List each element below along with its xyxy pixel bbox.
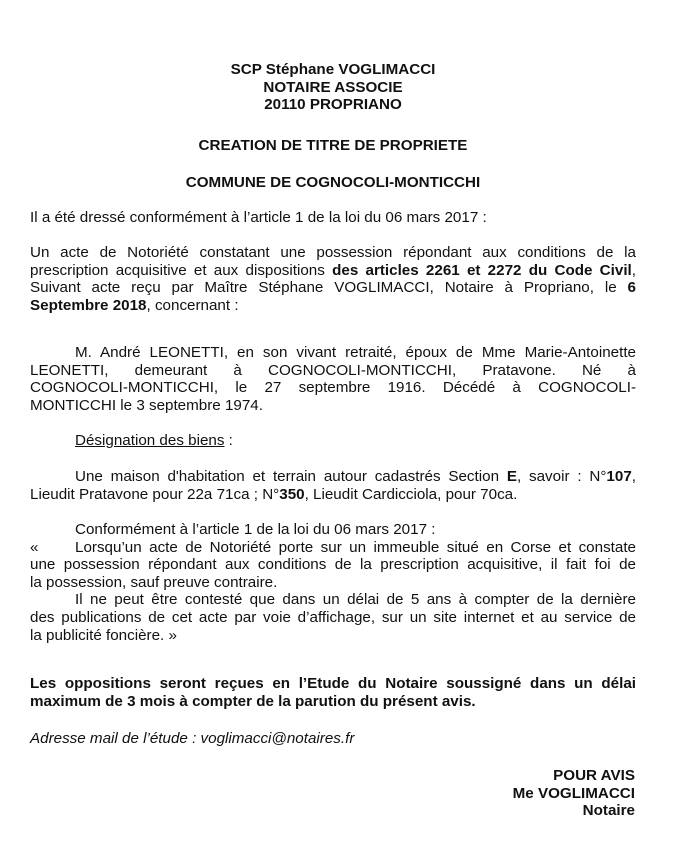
signature-block <box>513 767 635 820</box>
designation-colon: : <box>224 432 233 449</box>
acte-line-4 <box>30 297 636 315</box>
law-citation <box>30 521 636 644</box>
acte-text: , <box>631 261 636 279</box>
designation-title: Désignation des biens <box>75 432 225 449</box>
open-quote: « <box>30 538 39 556</box>
citation-line-6: la publicité foncière. » <box>30 626 177 644</box>
document-title: CREATION DE TITRE DE PROPRIETE <box>198 137 468 154</box>
person-line-1 <box>30 344 636 362</box>
cadastral-section: E <box>506 468 517 485</box>
designation-line-2 <box>30 486 636 504</box>
person-line-3: COGNOCOLI-MONTICCHI, le 27 septembre 1916. Décédé à COGNOCOLI- <box>30 379 636 397</box>
person-line-4: MONTICCHI le 3 septembre 1974. <box>30 396 263 414</box>
citation-text: Il ne peut être contesté que dans un délai de 5 ans à compter de la dernière <box>75 591 636 609</box>
citation-line-4 <box>30 591 636 609</box>
code-civil-reference: des articles 2261 et 2272 du Code Civil <box>332 261 632 279</box>
citation-intro <box>30 521 636 539</box>
designation-text: , <box>631 468 636 485</box>
person-line-2: LEONETTI, demeurant à COGNOCOLI-MONTICCHI, Pratavone. Né à <box>30 361 636 379</box>
citation-intro-text: Conformément à l’article 1 de la loi du 06 mars 2017 : <box>75 521 436 538</box>
citation-line-1 <box>30 539 636 557</box>
email-line <box>30 730 636 748</box>
designation-line-1 <box>30 468 636 486</box>
email-address[interactable]: voglimacci@notaires.fr <box>200 730 355 747</box>
designation-paragraph <box>30 468 636 503</box>
person-paragraph <box>30 344 636 414</box>
parcel-number-107: 107 <box>606 468 632 485</box>
parcel-number-350: 350 <box>279 485 305 503</box>
designation-text: , savoir : N° <box>516 468 607 485</box>
acte-text: prescription acquisitive et aux dispositions <box>30 261 333 279</box>
designation-heading <box>30 432 636 450</box>
acte-text: Suivant acte reçu par Maître Stéphane VOGLIMACCI, Notaire à Propriano, le <box>30 279 628 297</box>
notary-address: 20110 PROPRIANO <box>264 96 402 114</box>
oppositions-notice <box>30 675 636 710</box>
citation-line-5: des publications de cet acte par voie d’affichage, sur un site internet et au service de <box>30 608 636 626</box>
oppositions-line-1: Les oppositions seront reçues en l’Etude du Notaire soussigné dans un délai <box>30 675 636 692</box>
notary-header <box>30 61 636 114</box>
intro-paragraph: Il a été dressé conformément à l’article 1 de la loi du 06 mars 2017 : <box>30 209 487 226</box>
signature-title: Notaire <box>582 802 635 820</box>
acte-text: , concernant : <box>146 296 239 314</box>
acte-date-day: 6 <box>627 279 636 297</box>
acte-line-2 <box>30 262 636 280</box>
citation-line-3: la possession, sauf preuve contraire. <box>30 573 278 591</box>
notary-firm: SCP Stéphane VOGLIMACCI <box>230 61 436 78</box>
signature-name: Me VOGLIMACCI <box>512 784 635 802</box>
citation-line-2: une possession répondant aux conditions de la prescription acquisitive, il fait foi de <box>30 556 636 574</box>
citation-text: Lorsqu’un acte de Notoriété porte sur un immeuble situé en Corse et constate <box>75 538 636 556</box>
signature-pour-avis: POUR AVIS <box>553 767 635 784</box>
acte-paragraph <box>30 244 636 314</box>
designation-text: Une maison d'habitation et terrain autour cadastrés Section <box>75 468 507 485</box>
acte-date-month-year: Septembre 2018 <box>30 296 147 314</box>
commune-heading: COMMUNE DE COGNOCOLI-MONTICCHI <box>185 174 481 191</box>
designation-text: Lieudit Pratavone pour 22a 71ca ; N° <box>30 485 280 503</box>
acte-line-3 <box>30 279 636 297</box>
designation-text: , Lieudit Cardicciola, pour 70ca. <box>304 485 518 503</box>
person-text: M. André LEONETTI, en son vivant retraité, époux de Mme Marie-Antoinette <box>75 344 636 361</box>
oppositions-line-2: maximum de 3 mois à compter de la parution du présent avis. <box>30 692 476 710</box>
email-label: Adresse mail de l’étude : <box>30 730 201 747</box>
acte-line-1: Un acte de Notoriété constatant une possession répondant aux conditions de la <box>30 244 636 261</box>
notary-role: NOTAIRE ASSOCIE <box>263 78 403 96</box>
